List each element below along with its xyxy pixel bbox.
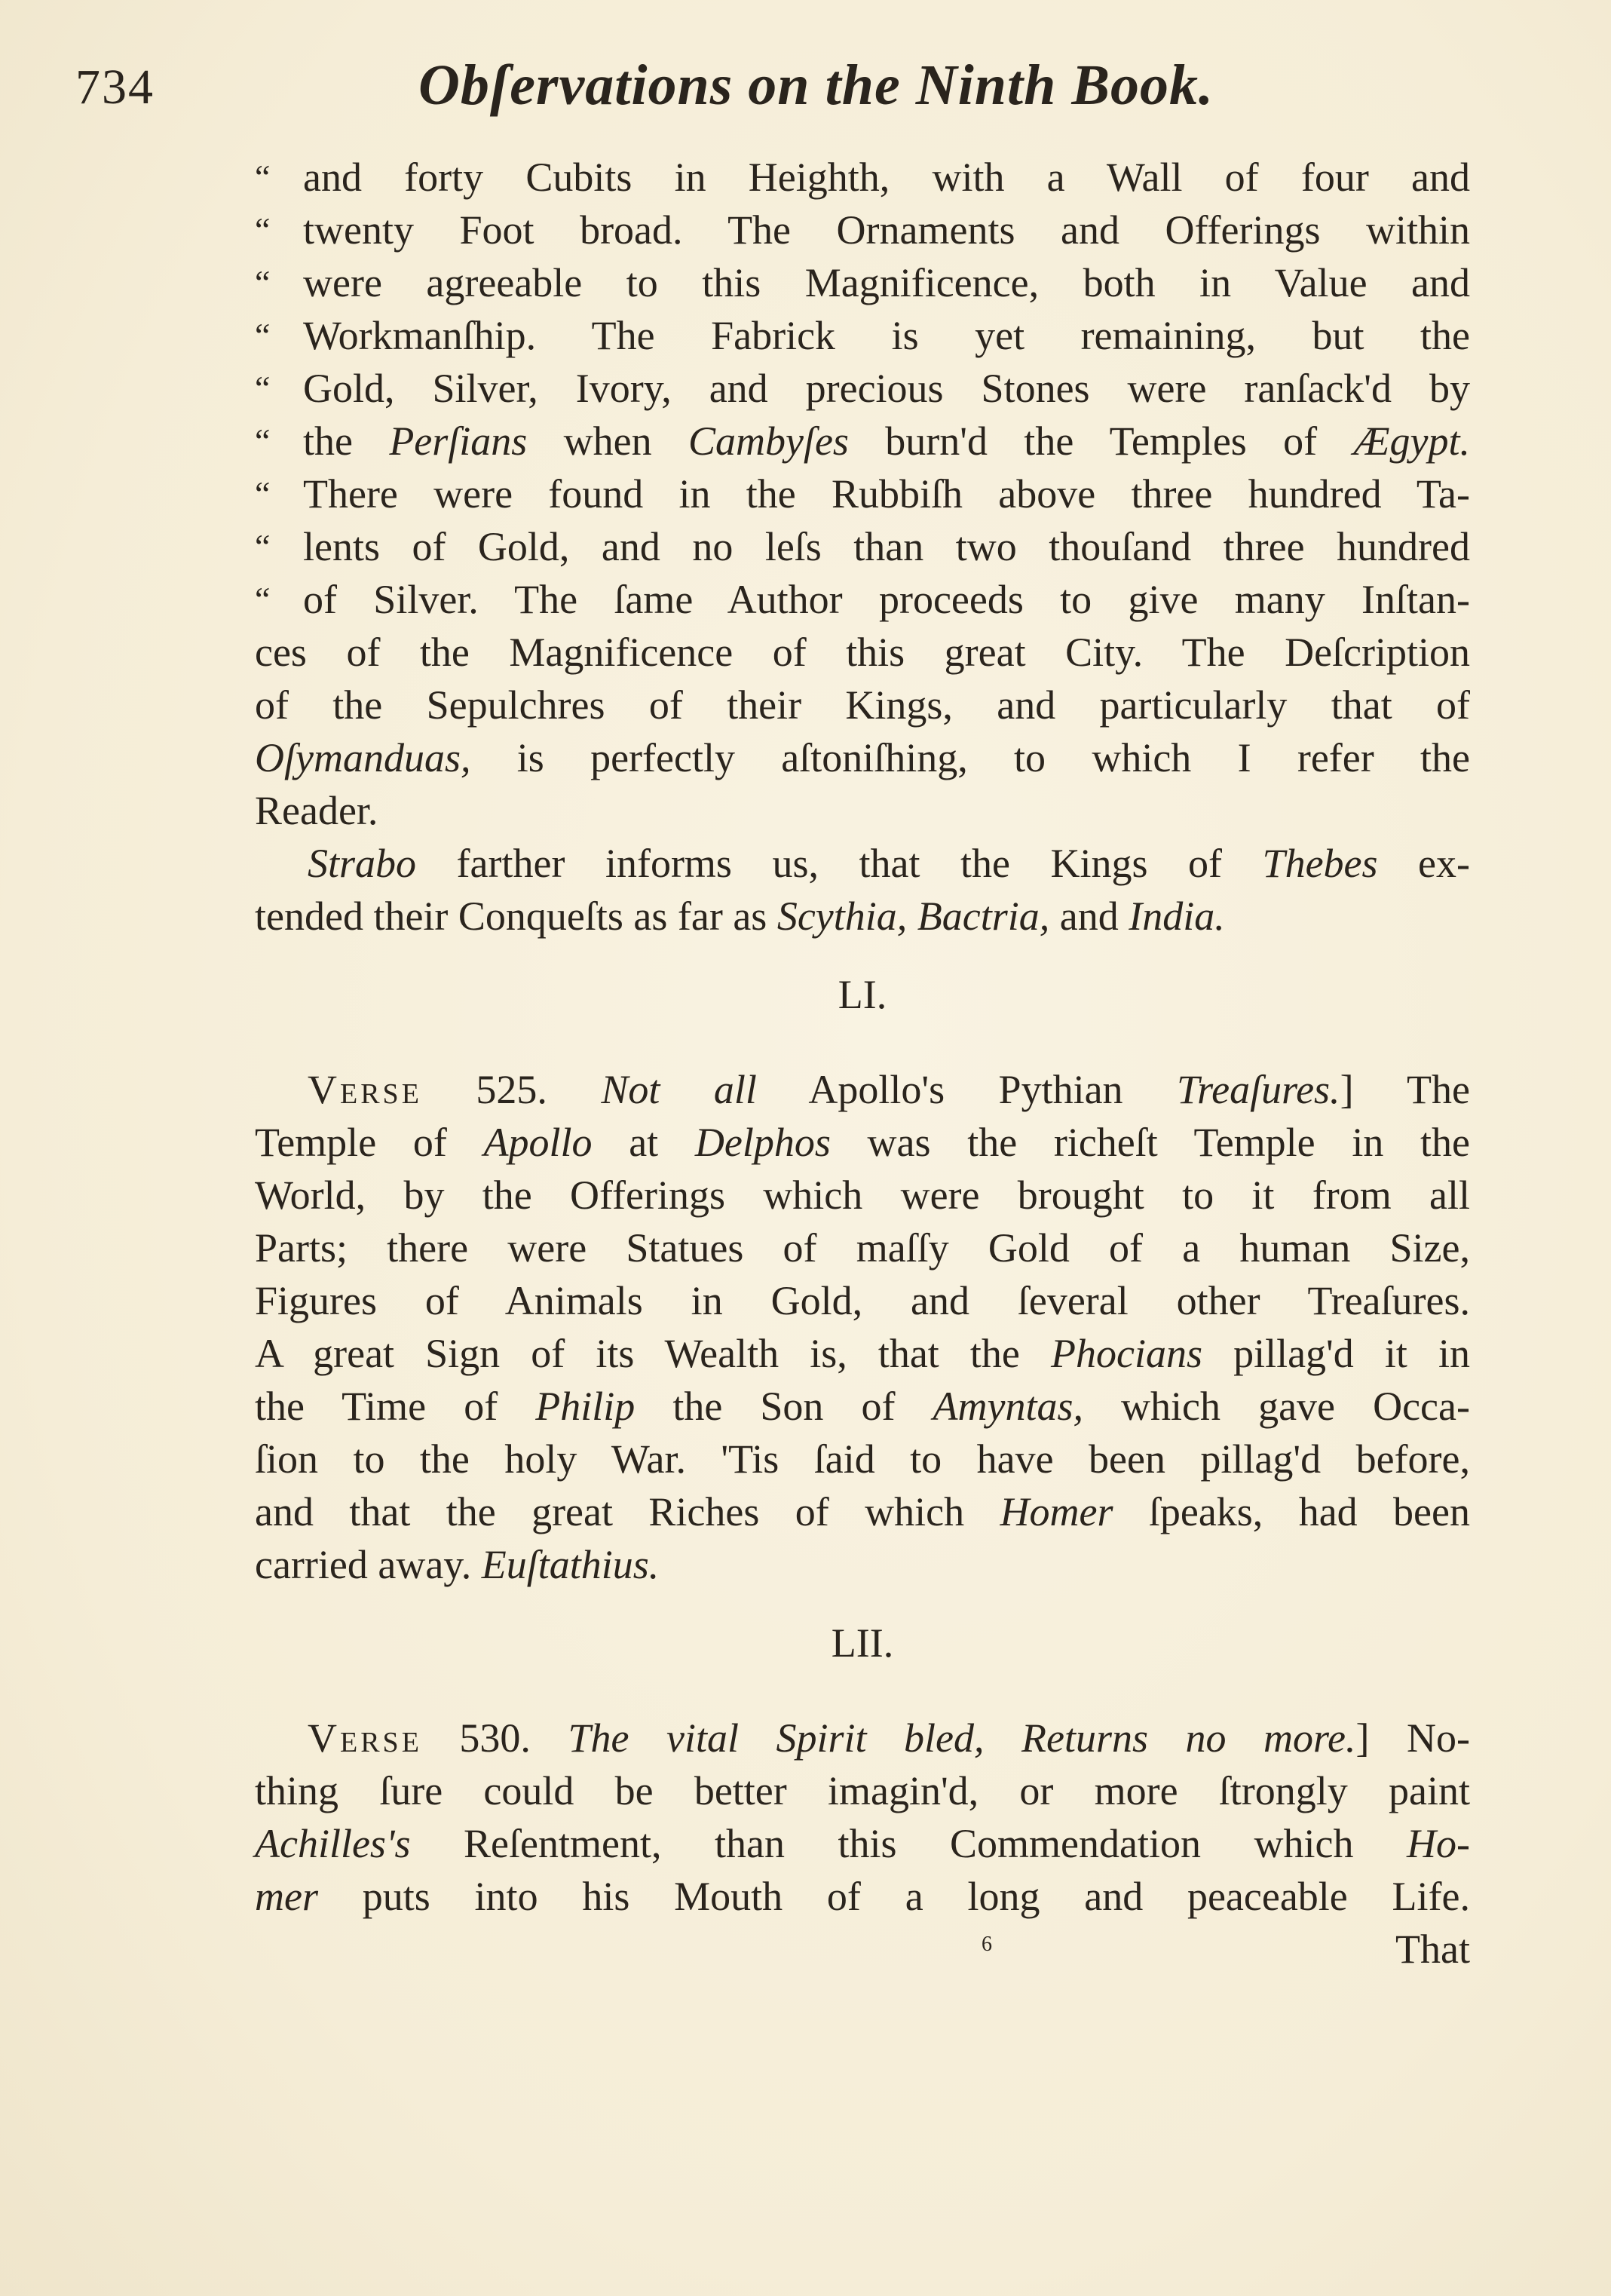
text-line [255, 151, 1470, 204]
italic-segment: Apollo [483, 1120, 593, 1165]
text-segment: and that the great Riches of which [255, 1489, 1000, 1534]
text-segment: the Son of [635, 1384, 933, 1429]
text-segment: Figures of Animals in Gold, and ſeveral other Treaſures. [255, 1278, 1470, 1323]
text-segment: ] No- [1355, 1715, 1470, 1761]
text-segment: and [1049, 894, 1129, 939]
text-segment: ſpeaks, had been [1113, 1489, 1470, 1534]
italic-segment: Delphos [694, 1120, 831, 1165]
text-line [255, 1063, 1470, 1116]
text-line [255, 626, 1470, 679]
text-segment: Reader. [255, 788, 378, 833]
text-segment: lents of Gold, and no leſs than two thouſand three hundred [303, 524, 1470, 569]
text-segment: and forty Cubits in Heighth, with a Wall of four and [303, 155, 1470, 200]
italic-segment: Scythia, [776, 894, 908, 939]
italic-segment: Ægypt. [1353, 418, 1470, 464]
running-title: Obſervations on the Ninth Book. [418, 54, 1214, 117]
text-segment: Temple of [255, 1120, 484, 1165]
text-line [255, 415, 1470, 467]
quote-mark: “ [255, 316, 271, 354]
text-segment: at [592, 1120, 695, 1165]
italic-segment: Perſians [389, 418, 528, 464]
text-line [255, 1327, 1470, 1380]
text-segment: thing ſure could be better imagin'd, or more ſtrongly paint [255, 1768, 1470, 1813]
catchword: That [1395, 1927, 1470, 1972]
text-line [255, 256, 1470, 309]
text-line [255, 1169, 1470, 1222]
italic-segment: Amyntas, [933, 1384, 1083, 1429]
text-segment: is perfectly aſtoniſhing, to which I refer the [470, 735, 1470, 780]
text-segment: puts into his Mouth of a long and peaceable Life. [317, 1874, 1470, 1919]
text-line [255, 1764, 1470, 1817]
text-line [255, 731, 1470, 784]
footer-line [255, 1923, 1470, 1976]
italic-segment: Euſtathius. [481, 1542, 660, 1587]
text-segment: A great Sign of its Wealth is, that the [255, 1331, 1051, 1376]
section-heading-52: LII. [831, 1620, 894, 1666]
verse-label: Verse [308, 1715, 422, 1761]
text-segment: There were found in the Rubbiſh above three hundred Ta- [303, 471, 1470, 517]
text-segment: 530. [421, 1715, 568, 1761]
section-52-text [255, 1712, 1470, 1923]
italic-segment: Achilles's [255, 1821, 411, 1866]
italic-segment: Ho- [1407, 1821, 1470, 1866]
text-line [255, 1222, 1470, 1274]
text-segment: twenty Foot broad. The Ornaments and Offerings within [303, 207, 1470, 253]
page-header [75, 53, 1508, 136]
page-number: 734 [75, 60, 155, 115]
text-segment: was the richeſt Temple in the [830, 1120, 1470, 1165]
italic-segment: mer [255, 1874, 318, 1919]
italic-segment: Philip [535, 1384, 636, 1429]
text-line [255, 837, 1470, 890]
italic-segment: Oſymanduas, [255, 735, 471, 780]
italic-segment: Phocians [1050, 1331, 1202, 1376]
text-line [255, 1712, 1470, 1764]
text-segment: of Silver. The ſame Author proceeds to give many Inſtan- [303, 577, 1470, 622]
text-segment: Reſentment, than this Commendation which [410, 1821, 1407, 1866]
text-segment: tended their Conqueſts as far as [255, 894, 777, 939]
text-line [255, 520, 1470, 573]
quoted-passage [255, 151, 1470, 626]
quote-mark: “ [255, 580, 271, 618]
text-line [255, 362, 1470, 415]
italic-segment: Bactria, [917, 894, 1050, 939]
paragraph-strabo [255, 837, 1470, 943]
text-segment: 525. [421, 1067, 602, 1112]
text-segment: which gave Occa- [1083, 1384, 1470, 1429]
quote-mark: “ [255, 210, 271, 249]
text-line [255, 1870, 1470, 1923]
text-line [255, 1380, 1470, 1433]
text-segment: the Time of [255, 1384, 536, 1429]
text-line [255, 204, 1470, 256]
italic-segment: Thebes [1262, 841, 1378, 886]
text-segment: burn'd the Temples of [848, 418, 1354, 464]
text-line [255, 1274, 1470, 1327]
signature-mark: 6 [982, 1933, 992, 1956]
italic-segment: The vital Spirit bled, Returns no more. [568, 1715, 1356, 1761]
text-segment: World, by the Offerings which were brought to it from all [255, 1173, 1470, 1218]
text-line [255, 467, 1470, 520]
verse-label: Verse [308, 1067, 422, 1112]
text-segment: ] The [1340, 1067, 1470, 1112]
text-line [255, 679, 1470, 731]
text-line [255, 1116, 1470, 1169]
text-segment: carried away. [255, 1542, 482, 1587]
text-line [255, 573, 1470, 626]
text-segment [907, 894, 917, 939]
italic-segment: India. [1129, 894, 1225, 939]
text-segment: were agreeable to this Magnificence, both in Value and [303, 260, 1470, 305]
italic-segment: Homer [1000, 1489, 1113, 1534]
text-segment: ces of the Magnificence of this great City. The Deſcription [255, 630, 1470, 675]
quote-mark: “ [255, 527, 271, 566]
text-segment: Apollo's Pythian [756, 1067, 1178, 1112]
text-segment: Gold, Silver, Ivory, and precious Stones were ranſack'd by [303, 366, 1470, 411]
text-line [255, 890, 1470, 943]
italic-segment: Treaſures. [1177, 1067, 1340, 1112]
text-segment: Parts; there were Statues of maſſy Gold of a human Size, [255, 1225, 1470, 1271]
text-line [255, 309, 1470, 362]
section-51-text [255, 1063, 1470, 1591]
text-line [255, 1817, 1470, 1870]
text-segment: ex- [1377, 841, 1471, 886]
text-line [255, 1538, 1470, 1591]
quote-mark: “ [255, 158, 271, 196]
text-line [255, 1433, 1470, 1485]
text-segment: when [527, 418, 688, 464]
body-text [255, 151, 1470, 1976]
text-segment: of the Sepulchres of their Kings, and particularly that of [255, 682, 1470, 728]
quote-mark: “ [255, 421, 271, 460]
text-segment: Workmanſhip. The Fabrick is yet remaining, but the [303, 313, 1470, 358]
italic-segment: Not all [601, 1067, 757, 1112]
paragraph-continuation [255, 626, 1470, 837]
text-segment: ſion to the holy War. 'Tis ſaid to have been pillag'd before, [255, 1436, 1470, 1482]
text-segment: pillag'd it in [1202, 1331, 1470, 1376]
section-heading-51: LI. [838, 972, 887, 1017]
text-line [255, 1485, 1470, 1538]
quote-mark: “ [255, 263, 271, 302]
italic-segment: Strabo [308, 841, 417, 886]
text-segment: farther informs us, that the Kings of [416, 841, 1263, 886]
italic-segment: Cambyſes [688, 418, 849, 464]
quote-mark: “ [255, 474, 271, 513]
quote-mark: “ [255, 369, 271, 407]
text-line [255, 784, 1470, 837]
text-segment: the [303, 418, 390, 464]
